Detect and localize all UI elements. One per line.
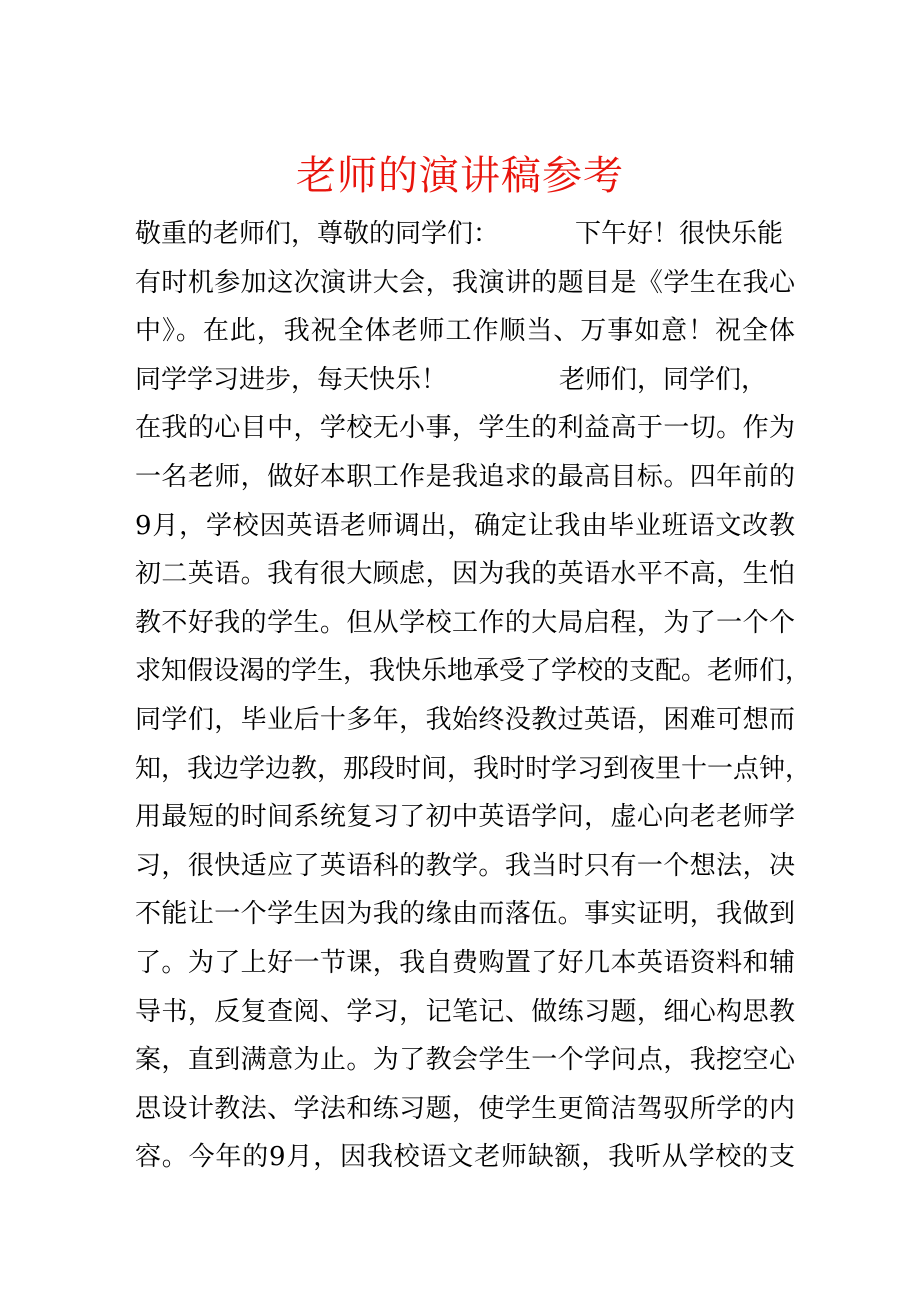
text-line-4 bbox=[135, 356, 795, 405]
text-line-11: 同学们，毕业后十多年，我始终没教过英语，困难可想而 bbox=[135, 704, 795, 735]
text-line-16: 了。为了上好一节课，我自费购置了好几本英语资料和辅 bbox=[135, 947, 795, 978]
wishes-end: 同学学习进步，每天快乐！ bbox=[135, 364, 448, 395]
text-line-12: 知，我边学边教，那段时间，我时时学习到夜里十一点钟， bbox=[135, 753, 812, 784]
text-line-9: 教不好我的学生。但从学校工作的大局启程，为了一个个 bbox=[135, 607, 795, 638]
text-line-10: 求知假设渴的学生，我快乐地承受了学校的支配。老师们， bbox=[135, 656, 812, 687]
text-line-3: 中》。在此，我祝全体老师工作顺当、万事如意！祝全体 bbox=[135, 316, 795, 347]
text-line-2: 有时机参加这次演讲大会，我演讲的题目是《学生在我心 bbox=[135, 267, 795, 298]
speech-body bbox=[135, 210, 812, 1182]
text-line-5: 在我的心目中，学校无小事，学生的利益高于一切。作为 bbox=[135, 413, 795, 444]
text-line-20: 容。今年的9月，因我校语文老师缺额，我听从学校的支 bbox=[135, 1142, 795, 1173]
text-line-18: 案，直到满意为止。为了教会学生一个学问点，我挖空心 bbox=[135, 1045, 795, 1076]
text-line-7: 9月，学校因英语老师调出，确定让我由毕业班语文改教 bbox=[135, 510, 795, 541]
text-line-15: 不能让一个学生因为我的缘由而落伍。事实证明，我做到 bbox=[135, 899, 795, 930]
text-line-1 bbox=[135, 210, 795, 259]
text-line-13: 用最短的时间系统复习了初中英语学问，虚心向老老师学 bbox=[135, 802, 795, 833]
text-line-14: 习，很快适应了英语科的教学。我当时只有一个想法，决 bbox=[135, 850, 795, 881]
text-line-8: 初二英语。我有很大顾虑，因为我的英语水平不高，生怕 bbox=[135, 559, 795, 590]
greeting-continued: 下午好！很快乐能 bbox=[575, 219, 784, 249]
document-title: 老师的演讲稿参考 bbox=[296, 153, 624, 199]
text-line-6: 一名老师，做好本职工作是我追求的最高目标。四年前的 bbox=[135, 461, 795, 492]
text-line-19: 思设计教法、学法和练习题，使学生更简洁驾驭所学的内 bbox=[135, 1093, 795, 1124]
greeting: 敬重的老师们，尊敬的同学们： bbox=[135, 219, 500, 249]
address-teachers-students: 老师们，同学们， bbox=[559, 364, 768, 395]
text-line-17: 导书，反复查阅、学习，记笔记、做练习题，细心构思教 bbox=[135, 996, 795, 1027]
